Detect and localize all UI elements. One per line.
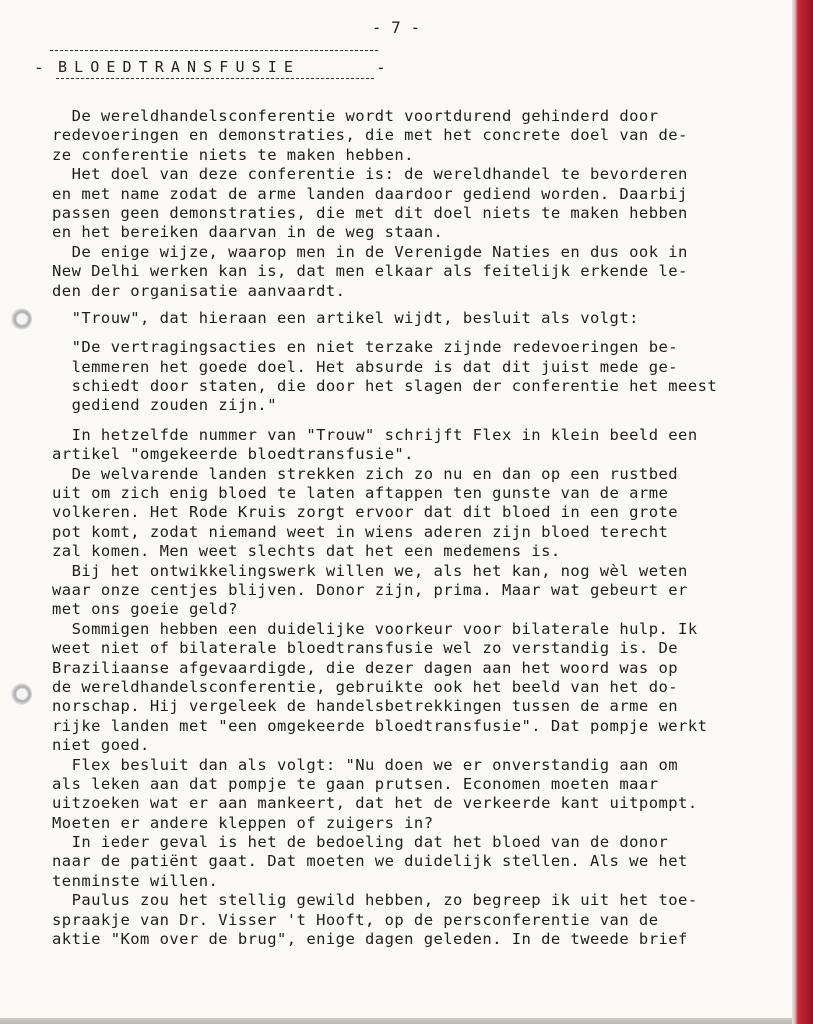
body-text [52,107,772,949]
text-line: artikel "omgekeerde bloedtransfusie". [52,445,414,464]
text-line: volkeren. Het Rode Kruis zorgt ervoor dat dit bloed in een grote [52,503,679,522]
text-line: "Trouw", dat hieraan een artikel wijdt, besluit als volgt: [52,308,639,327]
text-line: niet goed. [52,736,150,755]
text-line: gediend zouden zijn." [52,396,277,415]
text-line: naar de patiënt gaat. Dat moeten we duidelijk stellen. Als we het [52,852,688,871]
text-line: "De vertragingsacties en niet terzake zijnde redevoeringen be- [52,338,679,357]
text-line: spraakje van Dr. Visser 't Hooft, op de persconferentie van de [52,910,659,929]
quote-block [52,338,772,416]
text-line: den der organisatie aanvaardt. [52,281,346,300]
paragraph-1 [52,107,772,301]
title-overline [50,50,378,51]
text-line: Het doel van deze conferentie is: de wereldhandel te bevorderen [52,165,688,184]
text-line: In ieder geval is het de bedoeling dat het bloed van de donor [52,833,669,852]
text-line: New Delhi werken kan is, dat men elkaar als feitelijk erkende le- [52,262,688,281]
text-line: Sommigen hebben een duidelijke voorkeur voor bilaterale hulp. Ik [52,619,698,638]
title-dash-right: - [376,58,386,77]
text-line: schiedt door staten, die door het slagen der conferentie het meest [52,377,718,396]
text-line: ze conferentie niets te maken hebben. [52,145,414,164]
title-dash-left: - [34,58,44,77]
text-line: met ons goeie geld? [52,600,238,619]
text-line: als leken aan dat pompje te gaan prutsen. Economen moeten maar [52,774,659,793]
binder-red-edge [792,0,813,1024]
punch-hole-bottom [10,683,32,705]
text-line: aktie "Kom over de brug", enige dagen geleden. In de tweede brief [52,930,688,949]
paragraph-2 [52,309,772,328]
title-underline [56,78,374,79]
page-bottom-edge [0,1018,792,1024]
text-line: tenminste willen. [52,871,219,890]
text-line: Braziliaanse afgevaardigde, die dezer dagen aan het woord was op [52,658,679,677]
text-line: De welvarende landen strekken zich zo nu en dan op een rustbed [52,464,679,483]
text-line: Paulus zou het stellig gewild hebben, zo begreep ik uit het toe- [52,891,698,910]
text-line: lemmeren het goede doel. Het absurde is dat dit juist mede ge- [52,357,679,376]
text-line: Bij het ontwikkelingswerk willen we, als het kan, nog wèl weten [52,561,688,580]
text-line: Flex besluit dan als volgt: "Nu doen we er onverstandig aan om [52,755,679,774]
text-line: uit om zich enig bloed te laten aftappen ten gunste van de arme [52,484,669,503]
text-line: redevoeringen en demonstraties, die met het concrete doel van de- [52,126,688,145]
text-line: De enige wijze, waarop men in de Verenigde Naties en dus ook in [52,242,688,261]
text-line: De wereldhandelsconferentie wordt voortdurend gehinderd door [52,107,659,125]
page-number: - 7 - [371,18,421,37]
text-line: In hetzelfde nummer van "Trouw" schrijft Flex in klein beeld een [52,425,698,444]
text-line: weet niet of bilaterale bloedtransfusie wel zo verstandig is. De [52,639,679,658]
text-line: waar onze centjes blijven. Donor zijn, prima. Maar wat gebeurt er [52,580,688,599]
text-line: norschap. Hij vergeleek de handelsbetrekkingen tussen de arme en [52,697,679,716]
text-line: pot komt, zodat niemand weet in wiens aderen zijn bloed terecht [52,522,669,541]
text-line: rijke landen met "een omgekeerde bloedtransfusie". Dat pompje werkt [52,716,708,735]
paragraph-3 [52,426,772,950]
document-title: BLOEDTRANSFUSIE [58,58,300,76]
text-line: en met name zodat de arme landen daardoor gediend worden. Daarbij [52,184,688,203]
text-line: Moeten er andere kleppen of zuigers in? [52,813,434,832]
text-line: passen geen demonstraties, die met dit doel niets te maken hebben [52,203,688,222]
text-line: uitzoeken wat er aan mankeert, dat het de verkeerde kant uitpompt. [52,794,698,813]
text-line: de wereldhandelsconferentie, gebruikte ook het beeld van het do- [52,677,679,696]
text-line: zal komen. Men weet slechts dat het een medemens is. [52,542,561,561]
punch-hole-top [10,308,32,330]
text-line: en het bereiken daarvan in de weg staan. [52,223,444,242]
